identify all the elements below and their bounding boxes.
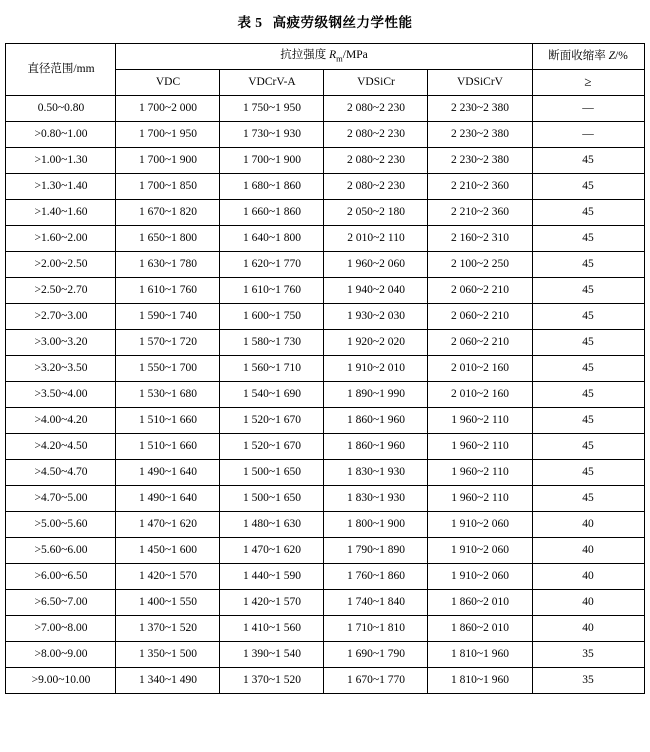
cell-vdc: 1 550~1 700 <box>116 356 220 382</box>
cell-diameter-range: 0.50~0.80 <box>6 96 116 122</box>
cell-vdsicrv: 2 100~2 250 <box>428 252 532 278</box>
cell-vdsicr: 1 800~1 900 <box>324 512 428 538</box>
cell-vdc: 1 510~1 660 <box>116 434 220 460</box>
table-body <box>6 96 644 694</box>
header-diameter-range: 直径范围/mm <box>6 44 116 96</box>
cell-reduction-of-area: 45 <box>532 486 644 512</box>
cell-vdc: 1 490~1 640 <box>116 486 220 512</box>
cell-vdc: 1 450~1 600 <box>116 538 220 564</box>
cell-vdc: 1 570~1 720 <box>116 330 220 356</box>
cell-vdcrv-a: 1 750~1 950 <box>220 96 324 122</box>
cell-reduction-of-area: 45 <box>532 278 644 304</box>
cell-vdsicr: 1 830~1 930 <box>324 486 428 512</box>
table-row <box>6 668 644 694</box>
cell-reduction-of-area: 35 <box>532 668 644 694</box>
cell-vdsicr: 1 710~1 810 <box>324 616 428 642</box>
cell-reduction-of-area: — <box>532 122 644 148</box>
cell-vdcrv-a: 1 560~1 710 <box>220 356 324 382</box>
cell-vdcrv-a: 1 620~1 770 <box>220 252 324 278</box>
cell-diameter-range: >1.00~1.30 <box>6 148 116 174</box>
symbol-rm: $R_m$ <box>329 48 343 64</box>
table-row <box>6 356 644 382</box>
cell-vdsicrv: 1 910~2 060 <box>428 564 532 590</box>
cell-reduction-of-area: 35 <box>532 642 644 668</box>
cell-vdc: 1 700~2 000 <box>116 96 220 122</box>
cell-vdsicr: 2 050~2 180 <box>324 200 428 226</box>
cell-vdsicrv: 2 060~2 210 <box>428 304 532 330</box>
header-grade-vdsicrv: VDSiCrV <box>428 70 532 96</box>
table-row <box>6 122 644 148</box>
cell-vdcrv-a: 1 730~1 930 <box>220 122 324 148</box>
cell-vdsicrv: 2 210~2 360 <box>428 174 532 200</box>
cell-vdc: 1 700~1 850 <box>116 174 220 200</box>
cell-reduction-of-area: 40 <box>532 512 644 538</box>
cell-vdsicr: 2 080~2 230 <box>324 174 428 200</box>
table-row <box>6 564 644 590</box>
cell-reduction-of-area: 45 <box>532 356 644 382</box>
cell-vdsicr: 1 910~2 010 <box>324 356 428 382</box>
cell-reduction-of-area: 40 <box>532 590 644 616</box>
header-tensile-strength: 抗拉强度 $R_m$/MPa <box>116 44 532 70</box>
cell-diameter-range: >6.50~7.00 <box>6 590 116 616</box>
cell-vdsicr: 1 960~2 060 <box>324 252 428 278</box>
table-header-row-1 <box>6 44 644 70</box>
header-reduction-of-area: 断面收缩率 Z/% <box>532 44 644 70</box>
cell-diameter-range: >5.00~5.60 <box>6 512 116 538</box>
table-row <box>6 200 644 226</box>
cell-vdsicr: 1 670~1 770 <box>324 668 428 694</box>
cell-reduction-of-area: 45 <box>532 408 644 434</box>
cell-vdcrv-a: 1 610~1 760 <box>220 278 324 304</box>
cell-reduction-of-area: 45 <box>532 434 644 460</box>
cell-vdsicrv: 2 210~2 360 <box>428 200 532 226</box>
cell-diameter-range: >4.70~5.00 <box>6 486 116 512</box>
cell-vdsicr: 1 790~1 890 <box>324 538 428 564</box>
cell-vdcrv-a: 1 520~1 670 <box>220 408 324 434</box>
cell-reduction-of-area: 45 <box>532 226 644 252</box>
cell-diameter-range: >4.00~4.20 <box>6 408 116 434</box>
cell-vdcrv-a: 1 500~1 650 <box>220 460 324 486</box>
cell-vdsicr: 1 940~2 040 <box>324 278 428 304</box>
table-row <box>6 304 644 330</box>
cell-reduction-of-area: 45 <box>532 252 644 278</box>
cell-reduction-of-area: — <box>532 96 644 122</box>
cell-vdsicr: 1 930~2 030 <box>324 304 428 330</box>
cell-diameter-range: >3.00~3.20 <box>6 330 116 356</box>
cell-reduction-of-area: 40 <box>532 538 644 564</box>
cell-vdsicrv: 1 910~2 060 <box>428 538 532 564</box>
mechanical-properties-table <box>5 43 644 694</box>
cell-vdsicrv: 1 960~2 110 <box>428 460 532 486</box>
cell-diameter-range: >4.20~4.50 <box>6 434 116 460</box>
cell-diameter-range: >5.60~6.00 <box>6 538 116 564</box>
cell-vdsicrv: 2 010~2 160 <box>428 382 532 408</box>
cell-vdsicrv: 2 230~2 380 <box>428 96 532 122</box>
table-row <box>6 226 644 252</box>
cell-reduction-of-area: 40 <box>532 616 644 642</box>
cell-diameter-range: >8.00~9.00 <box>6 642 116 668</box>
cell-vdsicrv: 1 860~2 010 <box>428 590 532 616</box>
cell-diameter-range: >0.80~1.00 <box>6 122 116 148</box>
header-z-condition: ≥ <box>532 70 644 96</box>
cell-vdsicrv: 1 810~1 960 <box>428 642 532 668</box>
cell-vdsicrv: 2 230~2 380 <box>428 122 532 148</box>
table-caption-number: 表 5 <box>237 15 263 30</box>
cell-vdc: 1 470~1 620 <box>116 512 220 538</box>
cell-vdsicrv: 2 060~2 210 <box>428 278 532 304</box>
header-grade-vdsicr: VDSiCr <box>324 70 428 96</box>
cell-vdcrv-a: 1 660~1 860 <box>220 200 324 226</box>
cell-vdsicr: 1 860~1 960 <box>324 434 428 460</box>
cell-vdc: 1 490~1 640 <box>116 460 220 486</box>
cell-vdcrv-a: 1 420~1 570 <box>220 590 324 616</box>
cell-vdsicr: 1 690~1 790 <box>324 642 428 668</box>
cell-vdsicrv: 1 860~2 010 <box>428 616 532 642</box>
cell-vdcrv-a: 1 640~1 800 <box>220 226 324 252</box>
cell-vdcrv-a: 1 700~1 900 <box>220 148 324 174</box>
cell-vdcrv-a: 1 680~1 860 <box>220 174 324 200</box>
cell-vdsicrv: 1 810~1 960 <box>428 668 532 694</box>
cell-vdsicr: 1 890~1 990 <box>324 382 428 408</box>
cell-vdcrv-a: 1 500~1 650 <box>220 486 324 512</box>
cell-diameter-range: >7.00~8.00 <box>6 616 116 642</box>
symbol-z: Z <box>608 49 615 62</box>
cell-diameter-range: >2.70~3.00 <box>6 304 116 330</box>
cell-diameter-range: >9.00~10.00 <box>6 668 116 694</box>
cell-vdsicrv: 1 960~2 110 <box>428 486 532 512</box>
cell-vdc: 1 510~1 660 <box>116 408 220 434</box>
cell-vdsicr: 2 080~2 230 <box>324 148 428 174</box>
cell-vdsicrv: 2 010~2 160 <box>428 356 532 382</box>
table-row <box>6 252 644 278</box>
cell-reduction-of-area: 45 <box>532 382 644 408</box>
cell-diameter-range: >1.60~2.00 <box>6 226 116 252</box>
cell-diameter-range: >1.30~1.40 <box>6 174 116 200</box>
cell-vdc: 1 400~1 550 <box>116 590 220 616</box>
cell-reduction-of-area: 40 <box>532 564 644 590</box>
cell-vdcrv-a: 1 580~1 730 <box>220 330 324 356</box>
cell-vdsicrv: 2 230~2 380 <box>428 148 532 174</box>
table-row <box>6 538 644 564</box>
header-grade-vdcrv-a: VDCrV-A <box>220 70 324 96</box>
table-row <box>6 174 644 200</box>
cell-vdsicr: 1 860~1 960 <box>324 408 428 434</box>
cell-vdc: 1 370~1 520 <box>116 616 220 642</box>
cell-vdcrv-a: 1 440~1 590 <box>220 564 324 590</box>
table-row <box>6 642 644 668</box>
cell-vdsicrv: 2 160~2 310 <box>428 226 532 252</box>
table-head <box>6 44 644 96</box>
cell-vdc: 1 650~1 800 <box>116 226 220 252</box>
cell-vdc: 1 700~1 950 <box>116 122 220 148</box>
cell-diameter-range: >3.20~3.50 <box>6 356 116 382</box>
cell-vdsicr: 2 080~2 230 <box>324 122 428 148</box>
cell-reduction-of-area: 45 <box>532 148 644 174</box>
cell-vdsicr: 1 760~1 860 <box>324 564 428 590</box>
cell-vdc: 1 340~1 490 <box>116 668 220 694</box>
cell-vdsicr: 2 010~2 110 <box>324 226 428 252</box>
table-row <box>6 590 644 616</box>
cell-reduction-of-area: 45 <box>532 174 644 200</box>
table-row <box>6 382 644 408</box>
cell-vdcrv-a: 1 480~1 630 <box>220 512 324 538</box>
cell-diameter-range: >2.50~2.70 <box>6 278 116 304</box>
table-row <box>6 148 644 174</box>
table-row <box>6 616 644 642</box>
cell-vdcrv-a: 1 410~1 560 <box>220 616 324 642</box>
table-caption <box>0 0 650 43</box>
cell-vdcrv-a: 1 470~1 620 <box>220 538 324 564</box>
cell-vdcrv-a: 1 390~1 540 <box>220 642 324 668</box>
cell-vdsicrv: 1 960~2 110 <box>428 408 532 434</box>
cell-vdcrv-a: 1 600~1 750 <box>220 304 324 330</box>
cell-diameter-range: >1.40~1.60 <box>6 200 116 226</box>
cell-vdsicr: 1 920~2 020 <box>324 330 428 356</box>
table-row <box>6 330 644 356</box>
cell-diameter-range: >6.00~6.50 <box>6 564 116 590</box>
cell-vdsicrv: 2 060~2 210 <box>428 330 532 356</box>
cell-vdc: 1 530~1 680 <box>116 382 220 408</box>
table-row <box>6 96 644 122</box>
cell-diameter-range: >3.50~4.00 <box>6 382 116 408</box>
cell-reduction-of-area: 45 <box>532 200 644 226</box>
cell-vdsicrv: 1 910~2 060 <box>428 512 532 538</box>
cell-vdc: 1 700~1 900 <box>116 148 220 174</box>
cell-vdc: 1 590~1 740 <box>116 304 220 330</box>
cell-reduction-of-area: 45 <box>532 304 644 330</box>
cell-vdsicr: 1 740~1 840 <box>324 590 428 616</box>
table-row <box>6 512 644 538</box>
cell-vdc: 1 610~1 760 <box>116 278 220 304</box>
cell-vdsicr: 1 830~1 930 <box>324 460 428 486</box>
table-caption-title: 高疲劳级钢丝力学性能 <box>272 15 413 30</box>
cell-diameter-range: >2.00~2.50 <box>6 252 116 278</box>
cell-vdsicr: 2 080~2 230 <box>324 96 428 122</box>
cell-diameter-range: >4.50~4.70 <box>6 460 116 486</box>
cell-reduction-of-area: 45 <box>532 330 644 356</box>
table-row <box>6 278 644 304</box>
cell-vdc: 1 630~1 780 <box>116 252 220 278</box>
table-row <box>6 486 644 512</box>
header-grade-vdc: VDC <box>116 70 220 96</box>
cell-vdc: 1 670~1 820 <box>116 200 220 226</box>
cell-vdcrv-a: 1 520~1 670 <box>220 434 324 460</box>
cell-vdc: 1 420~1 570 <box>116 564 220 590</box>
table-row <box>6 460 644 486</box>
cell-vdc: 1 350~1 500 <box>116 642 220 668</box>
table-row <box>6 408 644 434</box>
table-row <box>6 434 644 460</box>
cell-reduction-of-area: 45 <box>532 460 644 486</box>
cell-vdcrv-a: 1 370~1 520 <box>220 668 324 694</box>
cell-vdcrv-a: 1 540~1 690 <box>220 382 324 408</box>
cell-vdsicrv: 1 960~2 110 <box>428 434 532 460</box>
